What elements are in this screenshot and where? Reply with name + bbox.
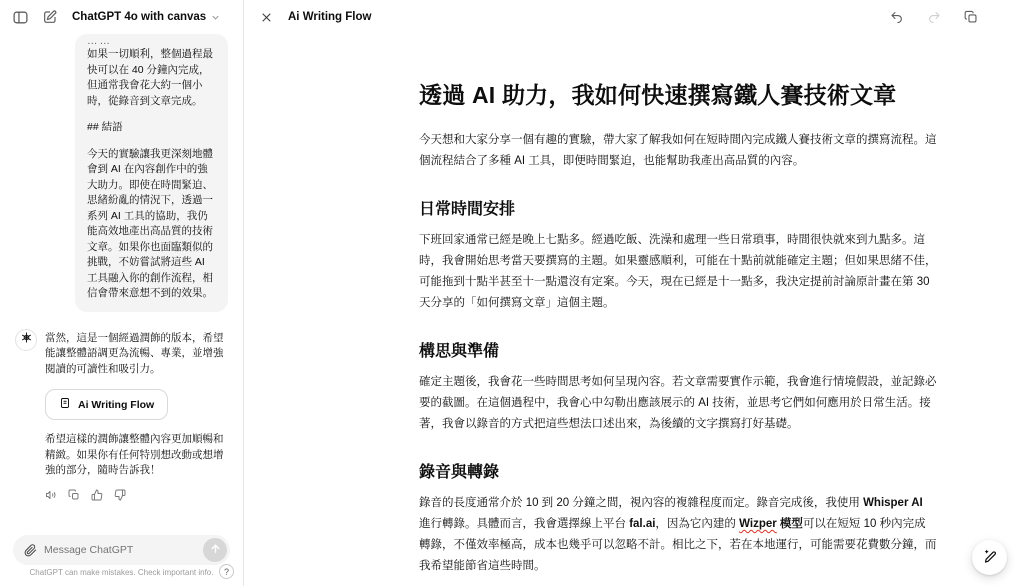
question-mark-icon: ? [223,566,229,577]
thumbs-up-button[interactable] [91,489,103,501]
assistant-message-body [45,329,228,501]
pencil-square-icon [42,9,58,25]
model-label: ChatGPT 4o with canvas [72,11,207,23]
canvas-panel [243,0,1024,586]
section-heading: 錄音與轉錄 [419,464,500,481]
message-actions [45,489,228,501]
canvas-scroll-area[interactable] [244,34,1024,586]
chat-footer [0,568,243,586]
section-heading: 構思與準備 [419,343,500,360]
chat-header [0,0,243,34]
thumbs-down-icon [114,489,126,501]
thumbs-up-icon [91,489,103,501]
article-paragraph: 下班回家通常已經是晚上七點多。經過吃飯、洗澡和處理一些日常瑣事，時間很快就來到九點多。這時，我會開始思考當天要撰寫的主題。如果靈感順利，可能在十點前就能確定主題；但如果思緒不佳，可能拖到十點半甚至十一點還沒有定案。今天，現在已經是十一點多，我決定提前討論原計畫在第 30 天分享的「如何撰寫文章」這個主題。 [419,234,937,309]
redo-button[interactable] [925,8,943,26]
paperclip-icon[interactable] [24,544,37,557]
canvas-document-title: Ai Writing Flow [288,11,372,23]
user-message-bubble [75,34,228,312]
article-title: 透過 AI 助力，我如何快速撰寫鐵人賽技術文章 [419,82,897,108]
canvas-card-label: Ai Writing Flow [78,398,155,411]
model-switcher[interactable] [72,11,221,23]
help-button[interactable] [219,564,234,579]
arrow-up-icon [209,542,222,558]
sidebar-toggle-button[interactable] [10,7,31,28]
message-composer[interactable] [13,535,230,565]
disclaimer-text: ChatGPT can make mistakes. Check important info. [29,568,214,577]
assistant-message [15,329,228,501]
thumbs-down-button[interactable] [114,489,126,501]
undo-arrow-icon [890,10,904,24]
copy-icon [68,489,80,501]
read-aloud-button[interactable] [45,489,57,501]
copy-icon [964,10,978,24]
copy-message-button[interactable] [68,489,80,501]
send-button[interactable] [203,538,227,562]
canvas-header [244,0,1024,34]
undo-button[interactable] [888,8,906,26]
pencil-sparkle-icon [982,548,998,567]
new-chat-button[interactable] [40,7,60,27]
article-paragraph: 錄音的長度通常介於 10 到 20 分鐘之間，視內容的複雜程度而定。錄音完成後，我使用 Whisper AI 進行轉錄。具體而言，我會選擇線上平台 fal.ai，因為它內建的 Wizper 模型可以在短短 10 秒內完成轉錄，不僅效率極高，成本也幾乎可以忽略不計。相比之下，若在本地運行，可能需要花費數分鐘，而我希望能節省這些時間。 [419,497,937,572]
chevron-down-icon [210,12,221,23]
assistant-avatar [15,329,37,351]
copy-canvas-button[interactable] [962,8,980,26]
article-section [419,459,937,586]
user-message-paragraph: ## 結語 [87,121,123,133]
message-input[interactable] [44,544,196,556]
open-canvas-card[interactable] [45,389,168,420]
panel-left-icon [12,9,29,26]
article-paragraph: 確定主題後，我會花一些時間思考如何呈現內容。若文章需要實作示範，我會進行情境假設，並記錄必要的截圖。在這個過程中，我會心中勾勒出應該展示的 AI 技術，並思考它們如何應用於日常生活。接著，我會以錄音的方式把這些想法口述出來，為後續的文字撰寫打好基礎。 [419,376,937,430]
document-icon [59,397,71,412]
user-message-paragraph: 今天的實驗讓我更深刻地體會到 AI 在內容創作中的強大助力。即使在時間緊迫、思緒紛亂的情況下，透過一系列 AI 工具的協助，我仍能高效地產出高品質的技術文章。如果你也面臨類似的挑戰，不妨嘗試將這些 AI 工具融入你的創作流程，相信會帶來意想不到的效果。 [87,147,213,299]
openai-logo-icon [20,331,33,349]
article-paragraph: 今天想和大家分享一個有趣的實驗，帶大家了解我如何在短時間內完成鐵人賽技術文章的撰寫流程。這個流程結合了多種 AI 工具，即便時間緊迫，也能幫助我產出高品質的內容。 [419,134,937,167]
conversation-scroll-area[interactable] [0,34,243,529]
edit-with-ai-button[interactable] [972,540,1007,575]
assistant-paragraph: 希望這樣的潤飾讓整體內容更加順暢和精緻。如果你有任何特別想改動或想增強的部分，隨時告訴我！ [45,433,224,476]
speaker-icon [45,489,57,501]
chat-panel [0,0,243,586]
user-message-paragraph: 如果一切順利，整個過程最快可以在 40 分鐘內完成，但通常我會花大約一個小時，從錄音到文章完成。 [87,48,213,107]
close-canvas-button[interactable] [258,9,275,26]
canvas-document[interactable] [419,34,937,586]
article-section [419,338,937,435]
article-section [419,196,937,314]
section-heading: 日常時間安排 [419,201,516,218]
assistant-paragraph: 當然，這是一個經過潤飾的版本，希望能讓整體語調更為流暢、專業，並增強閱讀的可讀性和吸引力。 [45,331,224,375]
redo-arrow-icon [927,10,941,24]
canvas-toolbar [888,8,980,26]
close-icon [260,11,273,24]
